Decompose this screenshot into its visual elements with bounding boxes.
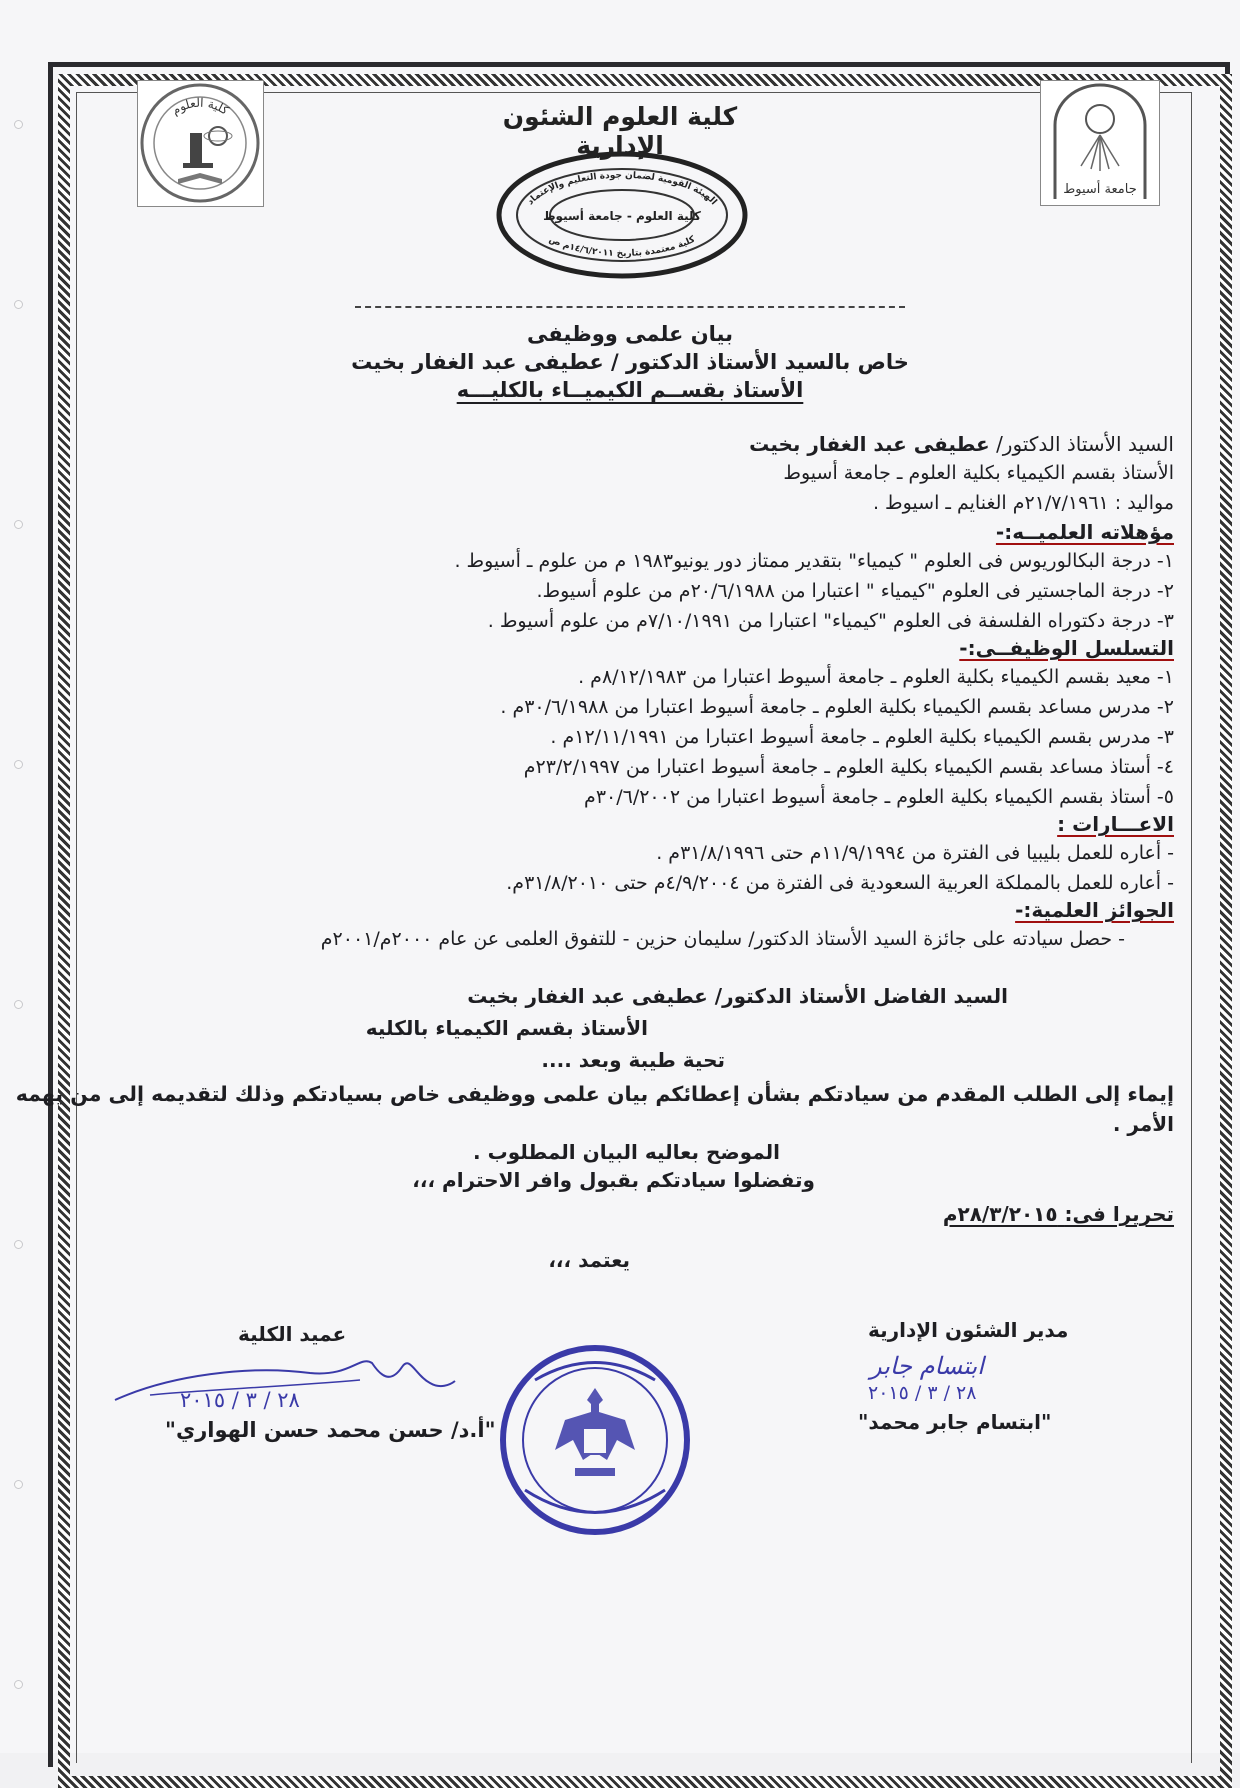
binding-hole	[14, 520, 23, 529]
dean-name: "أ.د/ حسن محمد حسن الهواري"	[165, 1418, 496, 1442]
binding-hole	[14, 300, 23, 309]
document-title: بيان علمى ووظيفى	[527, 322, 733, 346]
secondment-item: - أعاره للعمل بالمملكة العربية السعودية فى الفترة من ٤/٩/٢٠٠٤م حتى ٣١/٨/٢٠١٠م.	[506, 872, 1174, 894]
letter-body: إيماء إلى الطلب المقدم من سيادتكم بشأن إعطائكم بيان علمى ووظيفى خاص بسيادتكم وذلك لتقديمه إلى من يهمه	[15, 1082, 1174, 1106]
university-emblem-icon	[1041, 81, 1159, 205]
date-value: ٢٨/٣/٢٠١٥م	[942, 1202, 1058, 1226]
career-item: ١- معيد بقسم الكيمياء بكلية العلوم ـ جامعة أسيوط اعتبارا من ٨/١٢/١٩٨٣م .	[578, 666, 1174, 688]
stamp-bottom-text: كلية معتمدة بتاريخ ١٤/٦/٢٠١١م ص	[547, 234, 697, 259]
career-item: ٤- أستاذ مساعد بقسم الكيمياء بكلية العلوم ـ جامعة أسيوط اعتبارا من ٢٣/٢/١٩٩٧م	[523, 756, 1174, 778]
dean-handwritten-date: ٢٨ / ٣ / ٢٠١٥	[180, 1388, 300, 1412]
binding-hole	[14, 1000, 23, 1009]
secondment-item: - أعاره للعمل بليبيا فى الفترة من ١١/٩/١٩٩٤م حتى ٣١/٨/١٩٩٦م .	[656, 842, 1174, 864]
career-item: ٥- أستاذ بقسم الكيمياء بكلية العلوم ـ جامعة أسيوط اعتبارا من ٣٠/٦/٢٠٠٢م	[584, 786, 1174, 808]
qualifications-heading: مؤهلاته العلميــه:-	[995, 520, 1174, 544]
dept-underlined: الأستاذ بقســم الكيميــاء بالكليـــه	[456, 378, 804, 402]
letter-closing: وتفضلوا سيادتكم بقبول وافر الاحترام ،،،	[412, 1168, 815, 1192]
letter-attached: الموضح بعاليه البيان المطلوب .	[473, 1140, 780, 1164]
letter-body-end: الأمر .	[1112, 1112, 1174, 1136]
svg-text:كلية العلوم	[169, 96, 232, 118]
person-birth: مواليد : ٢١/٧/١٩٦١م الغنايم ـ اسيوط .	[872, 492, 1174, 514]
binding-hole	[14, 1240, 23, 1249]
header-divider	[355, 306, 905, 308]
document-subtitle-dept	[300, 378, 960, 402]
admin-title: مدير الشئون الإدارية	[868, 1318, 1069, 1342]
person-position: الأستاذ بقسم الكيمياء بكلية العلوم ـ جامعة أسيوط	[783, 462, 1174, 484]
accreditation-stamp	[495, 150, 750, 280]
person-name-prefix: السيد الأستاذ الدكتور/	[996, 432, 1174, 456]
faculty-emblem-icon	[138, 81, 263, 206]
binding-hole	[14, 1680, 23, 1689]
binding-hole	[14, 760, 23, 769]
secondments-heading: الاعـــارات :	[1057, 812, 1174, 836]
stamp-center-text: كلية العلوم - جامعة أسيوط	[543, 209, 701, 223]
career-item: ٣- مدرس بقسم الكيمياء بكلية العلوم ـ جامعة أسيوط اعتبارا من ١٢/١١/١٩٩١م .	[550, 726, 1174, 748]
binding-hole	[14, 1480, 23, 1489]
career-heading: التسلسل الوظيفــى:-	[959, 636, 1174, 660]
admin-handwritten-date: ٢٨ / ٣ / ٢٠١٥	[868, 1382, 977, 1404]
letter-date	[943, 1202, 1174, 1226]
qualification-item: ١- درجة البكالوريوس فى العلوم " كيمياء" بتقدير ممتاز دور يونيو١٩٨٣ م من علوم ـ أسيوط .	[454, 550, 1174, 572]
letter-addressee: السيد الفاضل الأستاذ الدكتور/ عطيفى عبد الغفار بخيت	[467, 984, 1008, 1008]
career-item: ٢- مدرس مساعد بقسم الكيمياء بكلية العلوم ـ جامعة أسيوط اعتبارا من ٣٠/٦/١٩٨٨م .	[500, 696, 1174, 718]
letter-greeting: تحية طيبة وبعد ....	[541, 1048, 725, 1072]
approval-text: يعتمد ،،،	[548, 1248, 630, 1272]
eagle-icon	[555, 1388, 635, 1476]
binding-hole	[14, 120, 23, 129]
admin-name: "ابتسام جابر محمد"	[858, 1410, 1052, 1434]
college-title: كلية العلوم الشئون الإدارية	[502, 102, 738, 160]
awards-heading: الجوائز العلمية:-	[1015, 898, 1174, 922]
faculty-logo	[137, 80, 264, 207]
document-subtitle: خاص بالسيد الأستاذ الدكتور / عطيفى عبد الغفار بخيت	[351, 350, 909, 374]
university-logo-caption: جامعة أسيوط	[1063, 182, 1137, 197]
letter-addressee-position: الأستاذ بقسم الكيمياء بالكليه	[365, 1016, 648, 1040]
university-logo	[1040, 80, 1160, 206]
svg-text:الهيئة القومية لضمان جودة التع	[526, 171, 719, 207]
stamp-top-text: الهيئة القومية لضمان جودة التعليم والإعتماد	[525, 170, 719, 208]
person-name-line	[749, 432, 1174, 456]
qualification-item: ٢- درجة الماجستير فى العلوم "كيمياء " اعتبارا من ٢٠/٦/١٩٨٨م من علوم أسيوط.	[536, 580, 1174, 602]
admin-handwritten-signature: ابتسام جابر	[870, 1352, 984, 1380]
qualification-item: ٣- درجة دكتوراه الفلسفة فى العلوم "كيمياء" اعتبارا من ٧/١٠/١٩٩١م من علوم أسيوط .	[487, 610, 1174, 632]
dean-title: عميد الكلية	[238, 1322, 347, 1346]
date-label: تحريرا فى:	[1064, 1202, 1174, 1226]
official-seal	[495, 1340, 695, 1540]
award-item: - حصل سيادته على جائزة السيد الأستاذ الدكتور/ سليمان حزين - للتفوق العلمى عن عام ٢٠٠٠م/٢٠٠١م	[320, 928, 1125, 950]
faculty-logo-caption: كلية العلوم	[168, 95, 232, 118]
person-name: عطيفى عبد الغفار بخيت	[749, 432, 990, 456]
